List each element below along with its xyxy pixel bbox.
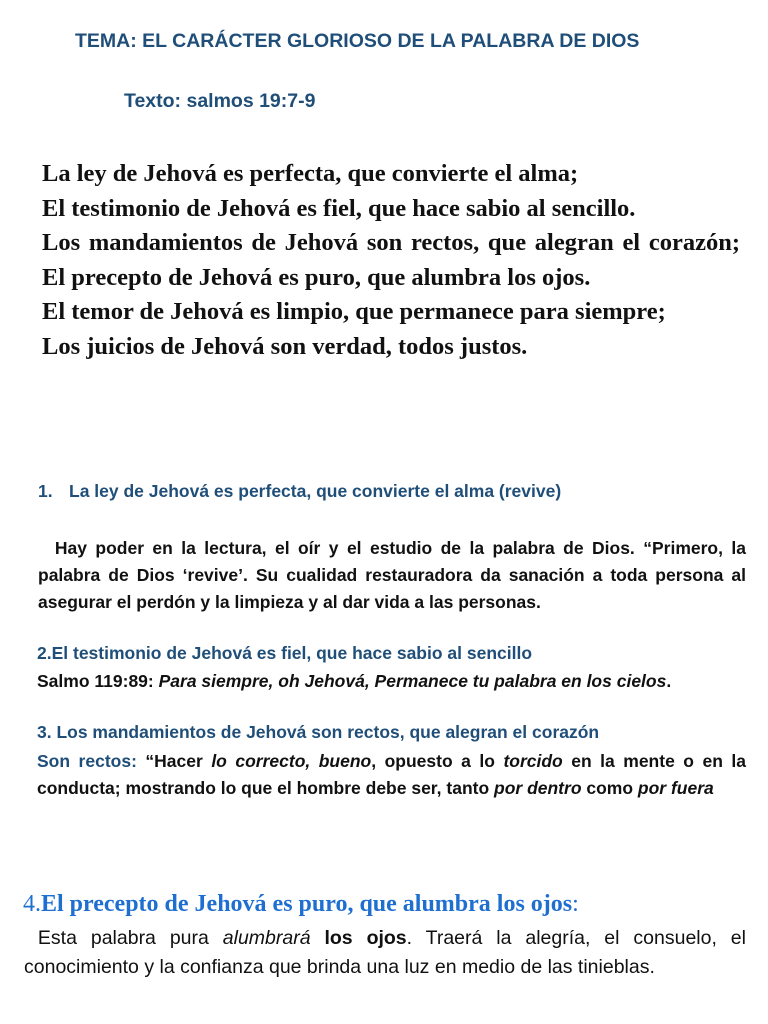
bold-text: los ojos	[310, 927, 407, 949]
emphasis: alumbrará	[222, 927, 311, 949]
emphasis: por dentro	[494, 778, 582, 798]
emphasis: lo correcto, bueno	[211, 751, 372, 771]
body-text: “Hacer	[145, 751, 212, 771]
emphasis: torcido	[503, 751, 563, 771]
verse-line: Los juicios de Jehová son verdad, todos justos.	[42, 332, 528, 360]
section-4-title: El precepto de Jehová es puro, que alumbra los ojos	[41, 891, 573, 917]
page-title: TEMA: EL CARÁCTER GLORIOSO DE LA PALABRA DE DIOS	[75, 30, 640, 52]
period: .	[666, 671, 672, 691]
colon: :	[572, 891, 579, 917]
section-1-heading	[38, 481, 561, 502]
verse-line: El temor de Jehová es limpio, que permanece para siempre;	[42, 298, 666, 325]
section-number: 4.	[23, 891, 41, 917]
body-text: en la mente o en la conducta; mostrando lo que el hombre debe ser, tanto	[37, 751, 746, 798]
psalm-quote: Para siempre, oh Jehová, Permanece tu palabra en los cielos	[158, 671, 667, 691]
section-number: 1.	[38, 481, 53, 501]
section-3-body	[37, 748, 746, 802]
section-4-heading	[23, 891, 579, 918]
scripture-reference: Texto: salmos 19:7-9	[124, 90, 316, 112]
body-text: . Traerá la alegría, el consuelo, el conocimiento y la confianza que brinda una luz en medio de las tinieblas.	[24, 927, 752, 978]
verse-line: El testimonio de Jehová es fiel, que hace sabio al sencillo.	[42, 194, 636, 222]
body-text: como	[581, 778, 638, 798]
body-text: , opuesto a lo	[371, 751, 504, 771]
verse-line: La ley de Jehová es perfecta, que convierte el alma;	[42, 160, 579, 187]
section-4-body	[24, 924, 752, 982]
psalm-reference: Salmo 119:89:	[37, 671, 159, 691]
section-1-title: La ley de Jehová es perfecta, que convierte el alma (revive)	[69, 481, 562, 501]
verse-line: Los mandamientos de Jehová son rectos, que alegran el corazón; El precepto de Jehová es puro, que alumbra los ojos.	[42, 229, 740, 291]
section-3-heading: 3. Los mandamientos de Jehová son rectos, que alegran el corazón	[37, 722, 600, 742]
rectos-label: Son rectos:	[37, 751, 146, 771]
emphasis: por fuera	[637, 778, 714, 798]
scripture-text	[42, 157, 740, 364]
body-text: Esta palabra pura	[24, 927, 223, 949]
section-2-body	[37, 668, 749, 695]
section-1-body: Hay poder en la lectura, el oír y el estudio de la palabra de Dios. “Primero, la palabra de Dios ‘revive’. Su cualidad restauradora da sanación a toda persona al asegurar el perdón y la limpieza y al dar vida a las personas.	[38, 538, 751, 612]
section-2-heading: 2.El testimonio de Jehová es fiel, que hace sabio al sencillo	[37, 643, 533, 663]
